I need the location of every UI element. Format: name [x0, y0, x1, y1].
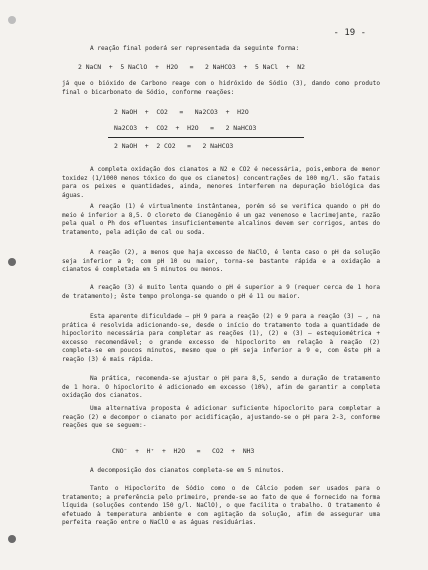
binder-hole-icon: [8, 16, 16, 24]
paragraph-reaction-3: A reação (3) é muito lenta quando o pH é superior a 9 (requer cerca de 1 hora de tratamento); êste tempo prolonga-se quando o pH é 11 ou maior.: [62, 284, 380, 300]
equation-final-reaction: 2 NaCN + 5 NaClO + H2O = 2 NaHCO3 + 5 NaCl + N2: [78, 63, 306, 71]
paragraph-hypochlorite-usage: Tanto o Hipoclorito de Sódio como o de Cálcio podem ser usados para o tratamento; a preferência pelo primeiro, prende-se ao fato de que é fornecido na forma líquida (soluções contendo 150 g/l. NaClO), o que facilita o trabalho. O tratamento é efetuado à temperatura ambiente e com agitação da solução, afim de assegurar uma perfeita reação entre o NaClO e as águas residuárias.: [62, 485, 380, 527]
page-number: - 19 -: [333, 28, 366, 38]
binder-hole-icon: [8, 535, 16, 543]
paragraph-cyanate-oxidation: A completa oxidação dos cianatos a N2 e CO2 é necessária, pois,embora de menor toxidez (1/1000 menos tóxico do que os cianetos) concentrações de 100 mg/l. são fatais para os peixes e quantidades, ainda, menores interferem na depuração biológica das águas.: [62, 166, 380, 199]
equation-naoh-co2: 2 NaOH + CO2 = Na2CO3 + H2O: [114, 108, 249, 116]
equation-sum-line: [108, 137, 304, 138]
equation-cyanate-acid: CNO⁻ + H⁺ + H2O = CO2 + NH3: [112, 447, 255, 455]
paragraph-reaction-1: A reação (1) é virtualmente instântanea, porém só se verifica quando o pH do meio é inferior a 8,5. O cloreto de Cianogênio é um gaz venenoso e lacrimejante, razão pela qual o Ph dos efluentes insuficientemente alcalinos devem ser corrigos, antes do tratamento, pela adição de cal ou soda.: [62, 203, 380, 236]
paragraph-final-reaction-intro: A reação final poderá ser representada da seguinte forma:: [90, 45, 300, 52]
equation-sum: 2 NaOH + 2 CO2 = 2 NaHCO3: [114, 142, 234, 150]
binder-hole-icon: [8, 258, 16, 266]
paragraph-reaction-2: A reação (2), a menos que haja excesso de NaClO, é lenta caso o pH da solução seja inferior a 9; com pH 10 ou maior, torna-se bastante rápida e a oxidação a cianatos é completada em 5 minutos ou menos.: [62, 249, 380, 274]
paragraph-carbon-dioxide: já que o bióxido de Carbono reage com o hidróxido de Sódio (3), dando como produto final o bicarbonato de Sódio, conforme reações:: [62, 80, 380, 96]
equation-na2co3: Na2CO3 + CO2 + H2O = 2 NaHCO3: [114, 124, 257, 132]
paragraph-apparent-difficulty: Esta aparente dificuldade — pH 9 para a reação (2) e 9 para a reação (3) — , na prática é resolvida adicionando-se, desde o início do tratamento toda a quantidade de hipoclorito necessária para completar as reações (1), (2) e (3) — estequiométrica + excesso recomendável; o grande excesso de hipoclorito em relação à reação (2) completa-se em poucos minutos, mesmo que o pH seja inferior a 9 e, com êste pH a reação (3) é mais rápida.: [62, 313, 380, 363]
paragraph-alternative: Uma alternativa proposta é adicionar suficiente hipoclorito para completar a reação (2) e decompor o cianato por acidificação, ajustando-se o pH para 2-3, conforme reações que se seguem:-: [62, 405, 380, 430]
paragraph-practice: Na prática, recomenda-se ajustar o pH para 8,5, sendo a duração de tratamento de 1 hora. O hipoclorito é adicionado em excesso (10%), afim de garantir a completa oxidação dos cianatos.: [62, 375, 380, 400]
paragraph-decomposition: A decomposição dos cianatos completa-se em 5 minutos.: [90, 467, 285, 474]
